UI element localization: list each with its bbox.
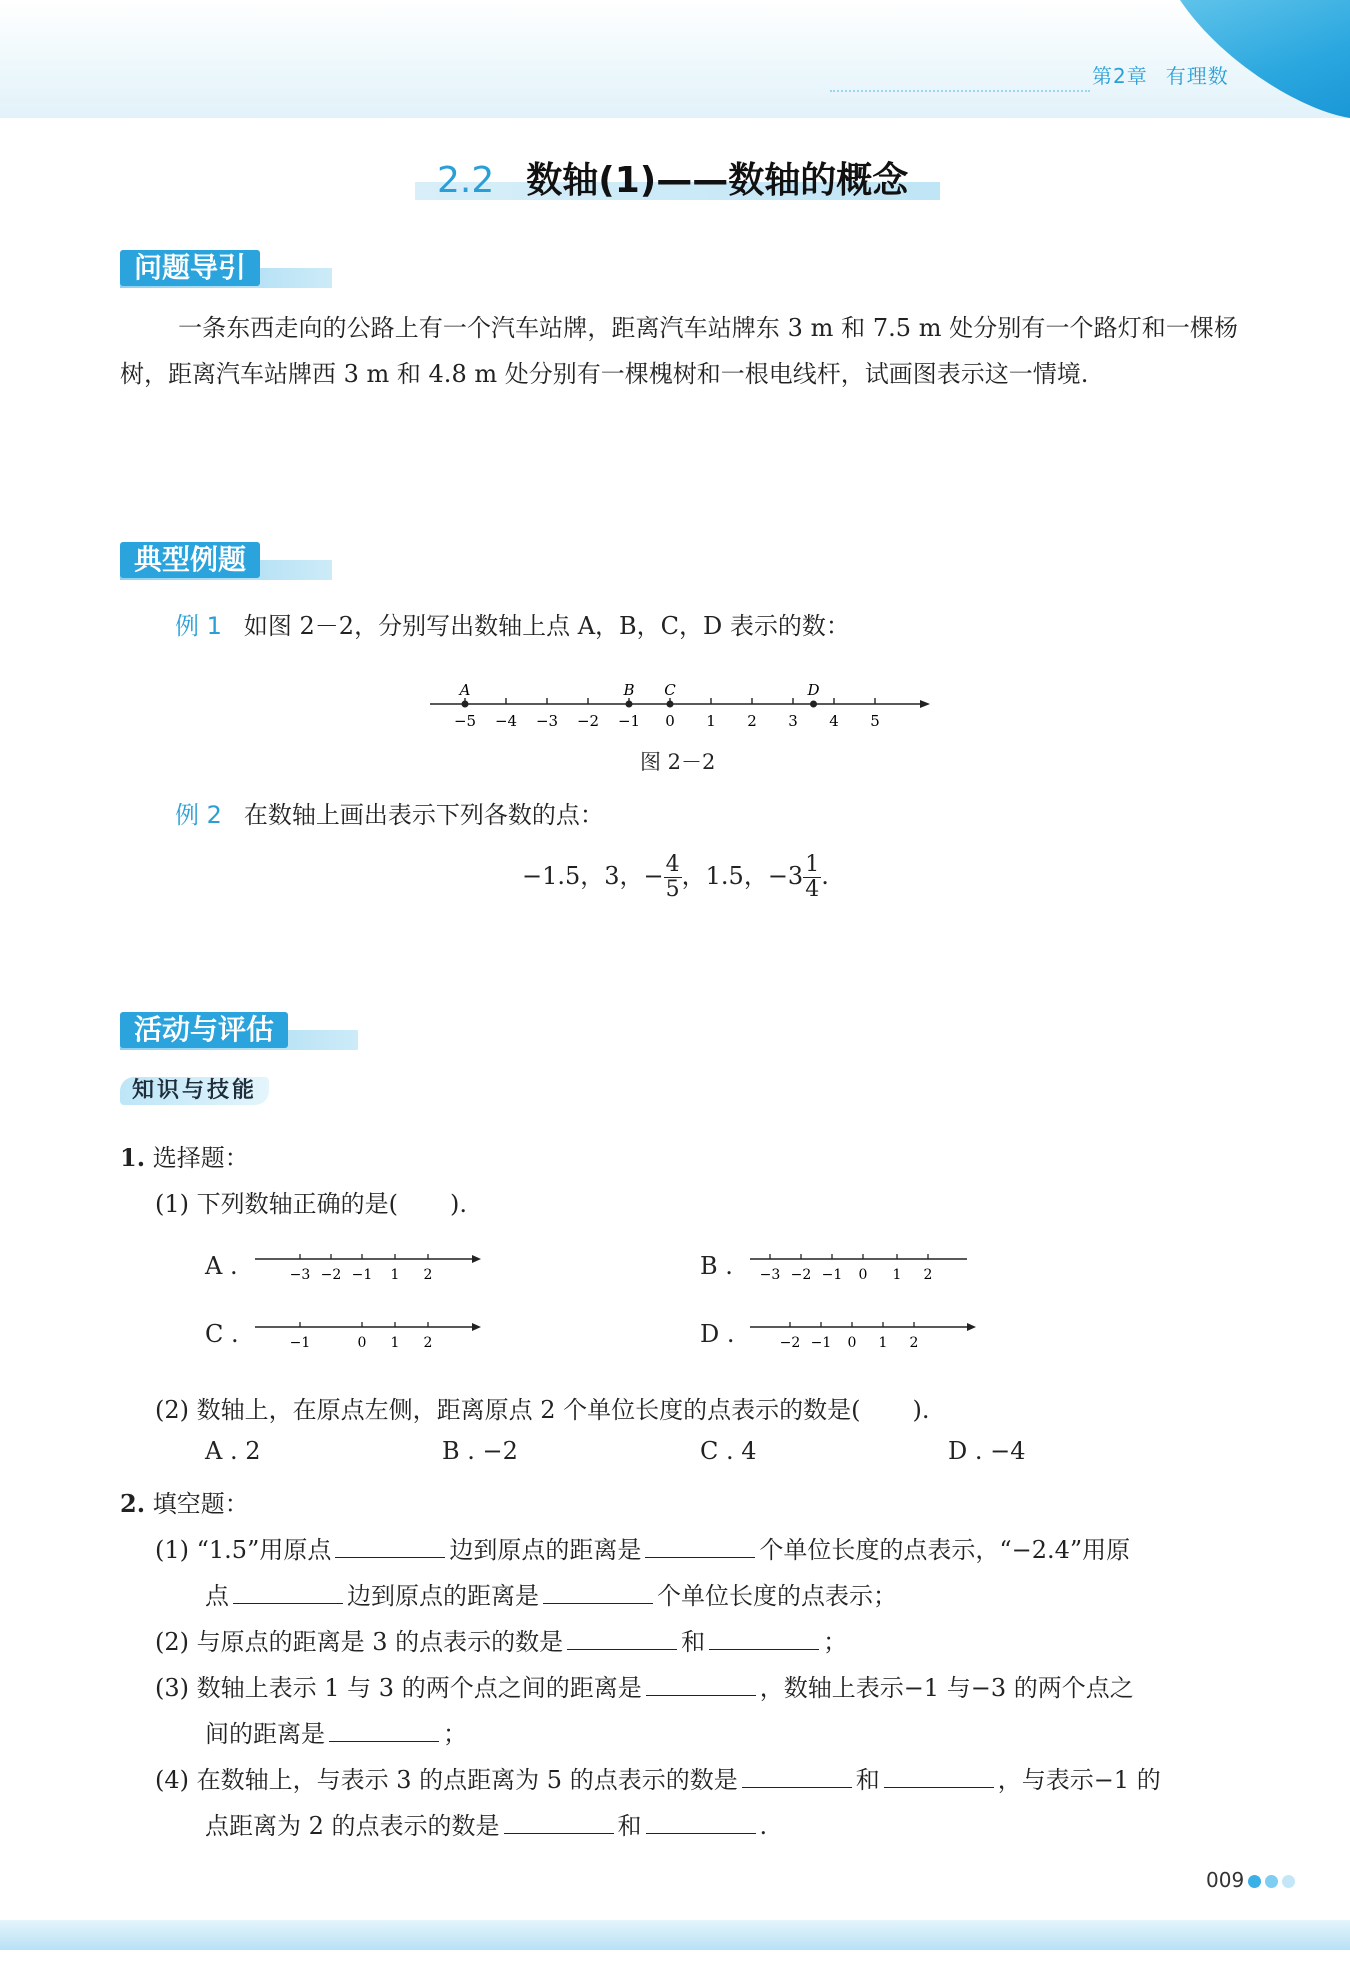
page-number-dots xyxy=(1248,1873,1299,1892)
question-2-part-3-line-2: 间的距离是 ； xyxy=(205,1720,467,1748)
question-2-part-1-line-1: (1) “1.5”用原点 边到原点的距离是 个单位长度的点表示，“−2.4”用原 xyxy=(155,1536,1131,1564)
footer-band xyxy=(0,1920,1350,1950)
point-B xyxy=(626,701,633,708)
fraction-4-5: $\frac{4}{5}$ xyxy=(665,852,680,902)
option-axis-arrow xyxy=(967,1323,976,1331)
option-axis-tick-label: −1 xyxy=(821,1267,843,1283)
option-axis-arrow xyxy=(472,1255,481,1263)
option-c-number-line xyxy=(250,1313,490,1353)
section-heading-problem-intro: 问题导引 xyxy=(120,250,332,290)
option-axis-tick-label: 0 xyxy=(858,1267,868,1283)
axis-tick-label: 5 xyxy=(870,712,880,730)
option-axis-tick-label: 2 xyxy=(423,1335,433,1351)
header-band xyxy=(0,0,1350,118)
page-dot-3 xyxy=(1282,1875,1295,1888)
page-number: 009 xyxy=(1206,1868,1245,1892)
question-2-part-4-line-2: 点距离为 2 的点表示的数是 和 . xyxy=(205,1812,768,1840)
running-head xyxy=(1092,60,1247,89)
option-axis-tick-label: 0 xyxy=(357,1335,367,1351)
option-axis-tick-label: 1 xyxy=(390,1267,400,1283)
question-2-part-3-line-1: (3) 数轴上表示 1 与 3 的两个点之间的距离是 ，数轴上表示−1 与−3 的两个点之 xyxy=(155,1674,1134,1702)
example-1-label: 例 1 xyxy=(175,612,222,640)
option-b-number-line xyxy=(745,1245,985,1285)
problem-intro-paragraph: 一条东西走向的公路上有一个汽车站牌，距离汽车站牌东 3 m 和 7.5 m 处分别有一个路灯和一棵杨树，距离汽车站牌西 3 m 和 4.8 m 处分别有一棵槐树和一根电线杆，试画图表示这一情境. xyxy=(120,314,1238,388)
choice-c: C . 4 xyxy=(700,1437,757,1465)
axis-tick-label: 3 xyxy=(788,712,798,730)
question-1-part-2: (2) 数轴上，在原点左侧，距离原点 2 个单位长度的点表示的数是( ). xyxy=(155,1396,930,1424)
choice-b: B . −2 xyxy=(442,1437,518,1465)
option-axis-tick-label: −1 xyxy=(810,1335,832,1351)
option-axis-tick-label: 1 xyxy=(878,1335,888,1351)
option-d-number-line xyxy=(745,1313,985,1353)
page-dot-2 xyxy=(1265,1875,1278,1888)
example-1 xyxy=(175,606,850,641)
question-2-part-2: (2) 与原点的距离是 3 的点表示的数是 和 ； xyxy=(155,1628,848,1656)
axis-tick-label: −4 xyxy=(494,712,518,730)
axis-arrow xyxy=(920,700,930,708)
option-axis-tick-label: 2 xyxy=(923,1267,933,1283)
option-a-number-line xyxy=(250,1245,490,1285)
question-2-part-1-line-2: 点 边到原点的距离是 个单位长度的点表示； xyxy=(205,1582,897,1610)
choice-d: D . −4 xyxy=(948,1437,1026,1465)
question-2-part-4-line-1: (4) 在数轴上，与表示 3 的点距离为 5 的点表示的数是 和 ，与表示−1 的 xyxy=(155,1766,1161,1794)
point-label-D: D xyxy=(807,681,820,699)
option-c-letter: C . xyxy=(205,1320,239,1348)
option-a-letter: A . xyxy=(205,1252,238,1280)
option-axis-tick-label: 2 xyxy=(423,1267,433,1283)
lesson-number: 2.2 xyxy=(437,160,495,201)
point-C xyxy=(667,701,674,708)
page-dot-1 xyxy=(1248,1875,1261,1888)
point-label-B: B xyxy=(623,681,635,699)
axis-tick-label: −1 xyxy=(617,712,641,730)
choice-a: A . 2 xyxy=(205,1437,261,1465)
point-A xyxy=(462,701,469,708)
option-axis-tick-label: 1 xyxy=(892,1267,902,1283)
axis-tick-label: 4 xyxy=(829,712,839,730)
section-heading-activities: 活动与评估 xyxy=(120,1012,358,1052)
point-label-C: C xyxy=(664,681,676,699)
number-line-figure-2-2 xyxy=(420,680,940,740)
option-axis-tick-label: 1 xyxy=(390,1335,400,1351)
example-2-text: 在数轴上画出表示下列各数的点： xyxy=(243,801,604,829)
option-axis-tick-label: −2 xyxy=(320,1267,342,1283)
point-label-A: A xyxy=(459,681,471,699)
question-2-title: 2. 填空题： xyxy=(120,1489,249,1518)
axis-tick-label: −2 xyxy=(576,712,600,730)
chapter-name: 有理数 xyxy=(1165,64,1229,88)
lesson-title-text: 数轴(1)——数轴的概念 xyxy=(526,160,909,201)
chapter-number: 第2章 xyxy=(1092,64,1148,88)
axis-tick-label: 2 xyxy=(747,712,757,730)
axis-tick-label: 0 xyxy=(665,712,675,730)
axis-tick-label: −5 xyxy=(453,712,477,730)
option-axis-tick-label: −1 xyxy=(351,1267,373,1283)
option-axis-tick-label: −3 xyxy=(759,1267,781,1283)
lesson-title xyxy=(415,152,940,204)
axis-tick-label: −3 xyxy=(535,712,559,730)
option-axis-tick-label: −1 xyxy=(289,1335,311,1351)
fraction-1-4: $\frac{1}{4}$ xyxy=(805,852,820,902)
section-heading-examples: 典型例题 xyxy=(120,542,332,582)
question-1-title: 1. 选择题： xyxy=(120,1143,249,1172)
figure-caption: 图 2－2 xyxy=(640,750,716,774)
point-D xyxy=(810,701,817,708)
option-axis-arrow xyxy=(472,1323,481,1331)
axis-tick-label: 1 xyxy=(706,712,716,730)
option-axis-tick-label: −3 xyxy=(289,1267,311,1283)
option-axis-tick-label: 2 xyxy=(909,1335,919,1351)
question-1-part-1: (1) 下列数轴正确的是( ). xyxy=(155,1190,468,1218)
option-b-letter: B . xyxy=(700,1252,733,1280)
header-decoration xyxy=(830,70,1090,92)
example-2-expression: −1.5，3，− $\frac{4}{5}$ ，1.5，−3 $\frac{1}{4}$ . xyxy=(522,852,829,902)
option-axis-tick-label: −2 xyxy=(790,1267,812,1283)
example-2 xyxy=(175,795,604,830)
example-2-label: 例 2 xyxy=(175,801,222,829)
option-d-letter: D . xyxy=(700,1320,735,1348)
option-axis-tick-label: −2 xyxy=(779,1335,801,1351)
option-axis-tick-label: 0 xyxy=(847,1335,857,1351)
example-1-text: 如图 2－2，分别写出数轴上点 A，B，C，D 表示的数： xyxy=(243,612,850,640)
